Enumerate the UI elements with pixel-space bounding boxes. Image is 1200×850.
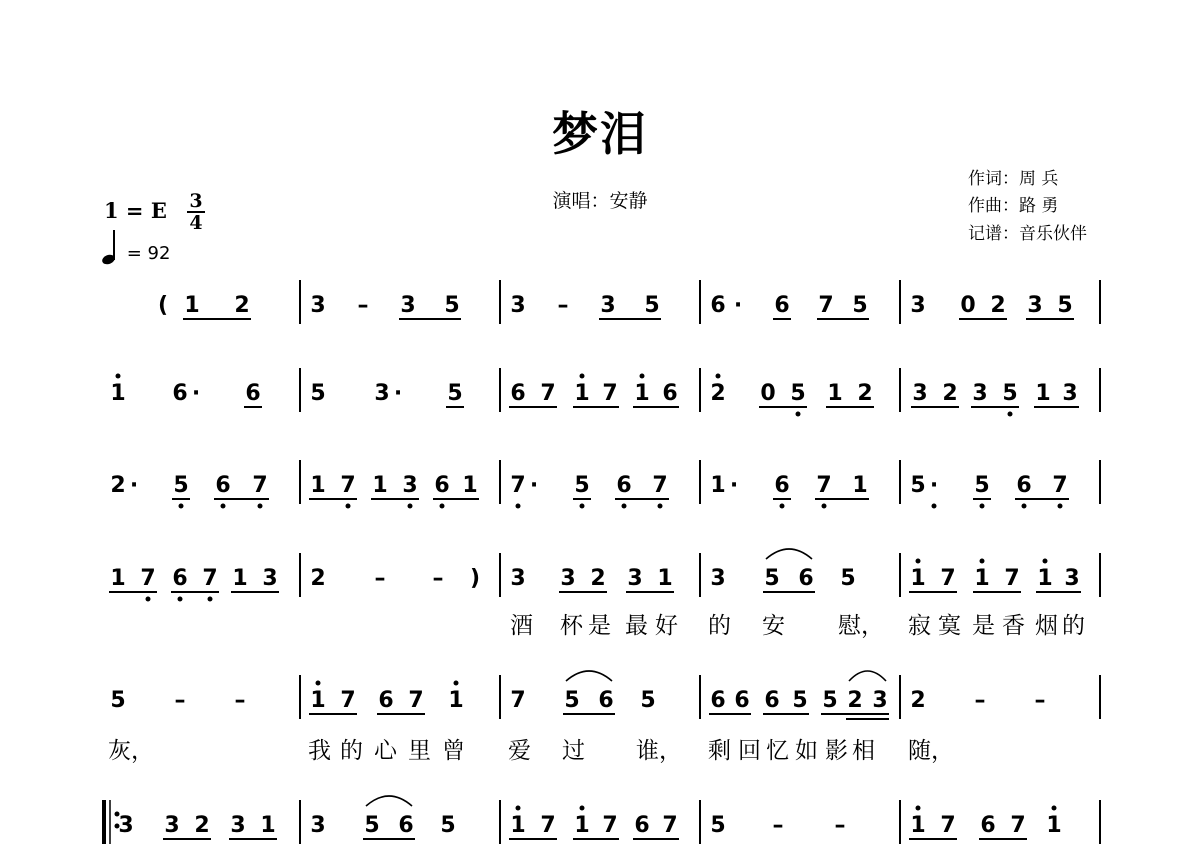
- score-note: 6: [616, 473, 632, 498]
- score-note: 6: [510, 381, 526, 406]
- lyric-char: 烟: [1035, 613, 1058, 639]
- score-note: 7: [602, 381, 618, 406]
- high-octave-dot: [1052, 806, 1057, 811]
- slur-arc: [766, 549, 812, 559]
- score-note: 7: [1004, 566, 1020, 591]
- score-note: 2: [110, 473, 126, 498]
- score-note: 5: [447, 381, 463, 406]
- score-note: 5: [822, 688, 838, 713]
- score-note: 3: [118, 813, 134, 838]
- lyric-char: 慰，: [838, 613, 884, 639]
- score-note: 1: [634, 381, 650, 406]
- score-note: 1: [1035, 381, 1051, 406]
- score-note: 1: [710, 473, 726, 498]
- score-note: 1: [574, 381, 590, 406]
- score-note: 3: [1027, 293, 1043, 318]
- lyric-char: 好: [655, 613, 678, 639]
- high-octave-dot: [640, 374, 645, 379]
- lyric-char: 酒: [510, 613, 533, 639]
- score-note: 7: [662, 813, 678, 838]
- lyric-char: 回: [738, 738, 761, 764]
- score-note: 7: [540, 813, 556, 838]
- score-note: 5: [574, 473, 590, 498]
- score-note: –: [772, 813, 784, 838]
- score-note: 5: [910, 473, 926, 498]
- lyric-char: 如: [795, 738, 818, 764]
- score-note: 6: [710, 293, 726, 318]
- score-note: 1: [110, 381, 126, 406]
- score-note: 7: [602, 813, 618, 838]
- score-note: 6: [774, 473, 790, 498]
- song-title: 梦泪: [552, 107, 648, 161]
- lyric-char: 最: [625, 613, 648, 639]
- low-octave-dot: [658, 504, 663, 509]
- score-note: –: [374, 566, 386, 591]
- score-note: 3: [560, 566, 576, 591]
- score-note: 5: [440, 813, 456, 838]
- score-note: –: [432, 566, 444, 591]
- lyric-char: 相: [852, 738, 875, 764]
- score-note: 1: [827, 381, 843, 406]
- score-note: 2: [910, 688, 926, 713]
- score-note: 3: [374, 381, 390, 406]
- score-note: 6: [598, 688, 614, 713]
- high-octave-dot: [116, 374, 121, 379]
- score-note: 1: [574, 813, 590, 838]
- low-octave-dot: [622, 504, 627, 509]
- score-note: 5: [710, 813, 726, 838]
- low-octave-dot: [1022, 504, 1027, 509]
- score-note: 6: [245, 381, 261, 406]
- closing-paren: ): [470, 566, 481, 591]
- score-note: 3: [262, 566, 278, 591]
- low-octave-dot: [1058, 504, 1063, 509]
- score-note: 5: [840, 566, 856, 591]
- time-signature-bottom: 4: [189, 212, 203, 234]
- low-octave-dot: [178, 597, 183, 602]
- score-note: –: [357, 293, 369, 318]
- score-note: 3: [627, 566, 643, 591]
- lyric-char: 安: [762, 613, 785, 639]
- score-note: 5: [1057, 293, 1073, 318]
- score-note: 2: [194, 813, 210, 838]
- score-note: 6: [215, 473, 231, 498]
- score-note: –: [1034, 688, 1046, 713]
- score-note: 7: [940, 566, 956, 591]
- score-note: 7: [340, 473, 356, 498]
- score-note: 6: [774, 293, 790, 318]
- score-note: 3: [1062, 381, 1078, 406]
- score-note: 3: [510, 293, 526, 318]
- score-note: 5: [310, 381, 326, 406]
- lyric-char: 忆: [766, 738, 789, 764]
- high-octave-dot: [580, 806, 585, 811]
- score-note: 6: [798, 566, 814, 591]
- score-note: ·: [393, 381, 403, 406]
- high-octave-dot: [454, 681, 459, 686]
- score-note: 6: [434, 473, 450, 498]
- score-note: 7: [652, 473, 668, 498]
- score-note: 1: [657, 566, 673, 591]
- low-octave-dot: [980, 504, 985, 509]
- score-note: 1: [110, 566, 126, 591]
- lyric-char: 爱: [508, 738, 531, 764]
- high-octave-dot: [980, 559, 985, 564]
- tempo-value: = 92: [126, 243, 171, 264]
- lyric-char: 里: [408, 738, 431, 764]
- score-note: ·: [733, 293, 743, 318]
- score-note: 0: [960, 293, 976, 318]
- score-note: 1: [974, 566, 990, 591]
- score-note: 1: [462, 473, 478, 498]
- score-note: 7: [408, 688, 424, 713]
- low-octave-dot: [822, 504, 827, 509]
- score-note: 3: [910, 293, 926, 318]
- low-octave-dot: [780, 504, 785, 509]
- lyric-char: 杯: [560, 613, 583, 639]
- lyric-char: 我: [308, 738, 331, 764]
- score-note: 3: [710, 566, 726, 591]
- lyric-char: 影: [825, 738, 848, 764]
- slur-arc: [366, 796, 412, 806]
- low-octave-dot: [221, 504, 226, 509]
- score-note: 5: [444, 293, 460, 318]
- score-note: ·: [929, 473, 939, 498]
- score-note: 3: [230, 813, 246, 838]
- score-note: 3: [402, 473, 418, 498]
- score-note: 7: [1010, 813, 1026, 838]
- score-note: 7: [340, 688, 356, 713]
- score-note: 6: [172, 381, 188, 406]
- score-note: ·: [129, 473, 139, 498]
- score-note: 5: [173, 473, 189, 498]
- score-note: 1: [510, 813, 526, 838]
- singer-credit: 演唱：安静: [552, 190, 648, 212]
- low-octave-dot: [580, 504, 585, 509]
- low-octave-dot: [146, 597, 151, 602]
- lyric-char: 曾: [442, 738, 465, 764]
- high-octave-dot: [580, 374, 585, 379]
- score-note: –: [834, 813, 846, 838]
- lyric-char: 香: [1002, 613, 1025, 639]
- key-signature: 1 = E: [104, 198, 167, 223]
- score-note: 3: [310, 293, 326, 318]
- high-octave-dot: [716, 374, 721, 379]
- score-note: 7: [202, 566, 218, 591]
- score-note: 1: [372, 473, 388, 498]
- score-note: 1: [910, 566, 926, 591]
- low-octave-dot: [179, 504, 184, 509]
- transcriber-credit: 记谱：音乐伙伴: [968, 224, 1087, 244]
- score-note: 2: [590, 566, 606, 591]
- score-note: 5: [792, 688, 808, 713]
- score-note: 7: [510, 473, 526, 498]
- score-note: 6: [710, 688, 726, 713]
- score-note: 1: [184, 293, 200, 318]
- score-note: 6: [734, 688, 750, 713]
- score-note: 7: [818, 293, 834, 318]
- high-octave-dot: [1043, 559, 1048, 564]
- high-octave-dot: [316, 681, 321, 686]
- score-note: –: [234, 688, 246, 713]
- lyric-char: 过: [562, 738, 585, 764]
- score-note: 6: [1016, 473, 1032, 498]
- lyric-char: 的: [340, 738, 363, 764]
- score-note: 7: [510, 688, 526, 713]
- score-note: 3: [972, 381, 988, 406]
- score-note: 1: [1037, 566, 1053, 591]
- low-octave-dot: [796, 412, 801, 417]
- score-note: 5: [764, 566, 780, 591]
- high-octave-dot: [916, 806, 921, 811]
- low-octave-dot: [408, 504, 413, 509]
- score-note: 2: [234, 293, 250, 318]
- score-note: 6: [980, 813, 996, 838]
- score-note: 3: [310, 813, 326, 838]
- composer-credit: 作曲：路 勇: [968, 196, 1059, 216]
- score-note: 7: [816, 473, 832, 498]
- score-note: 7: [140, 566, 156, 591]
- score-note: 5: [110, 688, 126, 713]
- score-note: 1: [310, 473, 326, 498]
- score-note: 6: [398, 813, 414, 838]
- slur-arc: [566, 671, 612, 681]
- score-note: 6: [764, 688, 780, 713]
- low-octave-dot: [516, 504, 521, 509]
- score-note: 2: [310, 566, 326, 591]
- lyric-char: 寞: [938, 613, 961, 639]
- lyric-char: 寂: [908, 613, 931, 639]
- score-note: 5: [640, 688, 656, 713]
- score-note: 3: [164, 813, 180, 838]
- score-note: 5: [644, 293, 660, 318]
- score-note: 1: [1046, 813, 1062, 838]
- lyric-char: 是: [588, 613, 611, 639]
- score-note: 1: [910, 813, 926, 838]
- score-note: ·: [729, 473, 739, 498]
- lyricist-credit: 作词：周 兵: [968, 169, 1059, 189]
- score-note: 3: [872, 688, 888, 713]
- opening-paren: (: [158, 293, 169, 318]
- score-note: 5: [564, 688, 580, 713]
- lyric-char: 的: [708, 613, 731, 639]
- score-note: 3: [912, 381, 928, 406]
- lyric-char: 剩: [708, 738, 731, 764]
- score-note: –: [974, 688, 986, 713]
- slur-arc: [849, 671, 886, 681]
- score-note: 1: [260, 813, 276, 838]
- score-note: 6: [378, 688, 394, 713]
- score-note: 2: [990, 293, 1006, 318]
- lyric-char: 随，: [908, 738, 954, 764]
- score-note: 7: [940, 813, 956, 838]
- high-octave-dot: [916, 559, 921, 564]
- low-octave-dot: [346, 504, 351, 509]
- score-note: 6: [172, 566, 188, 591]
- high-octave-dot: [516, 806, 521, 811]
- score-note: 6: [634, 813, 650, 838]
- score-note: 7: [540, 381, 556, 406]
- score-note: –: [174, 688, 186, 713]
- lyric-char: 是: [972, 613, 995, 639]
- score-note: 2: [847, 688, 863, 713]
- score-note: 1: [852, 473, 868, 498]
- score-note: 5: [790, 381, 806, 406]
- time-signature-top: 3: [189, 190, 203, 212]
- score-note: 3: [1064, 566, 1080, 591]
- score-note: 3: [600, 293, 616, 318]
- lyric-char: 心: [374, 738, 397, 764]
- low-octave-dot: [440, 504, 445, 509]
- score-note: 2: [942, 381, 958, 406]
- low-octave-dot: [932, 504, 937, 509]
- low-octave-dot: [208, 597, 213, 602]
- score-note: 7: [1052, 473, 1068, 498]
- low-octave-dot: [258, 504, 263, 509]
- score-note: 3: [510, 566, 526, 591]
- lyric-char: 灰，: [108, 738, 154, 764]
- low-octave-dot: [1008, 412, 1013, 417]
- score-note: 5: [364, 813, 380, 838]
- score-note: 1: [448, 688, 464, 713]
- score-note: 6: [662, 381, 678, 406]
- score-note: ·: [191, 381, 201, 406]
- score-note: 2: [857, 381, 873, 406]
- score-note: 5: [974, 473, 990, 498]
- lyric-char: 谁，: [636, 738, 682, 764]
- score-note: –: [557, 293, 569, 318]
- score-note: 3: [400, 293, 416, 318]
- score-note: 1: [310, 688, 326, 713]
- score-note: ·: [529, 473, 539, 498]
- score-note: 7: [252, 473, 268, 498]
- score-note: 5: [1002, 381, 1018, 406]
- score-note: 0: [760, 381, 776, 406]
- score-note: 2: [710, 381, 726, 406]
- score-note: 5: [852, 293, 868, 318]
- score-note: 1: [232, 566, 248, 591]
- lyric-char: 的: [1062, 613, 1085, 639]
